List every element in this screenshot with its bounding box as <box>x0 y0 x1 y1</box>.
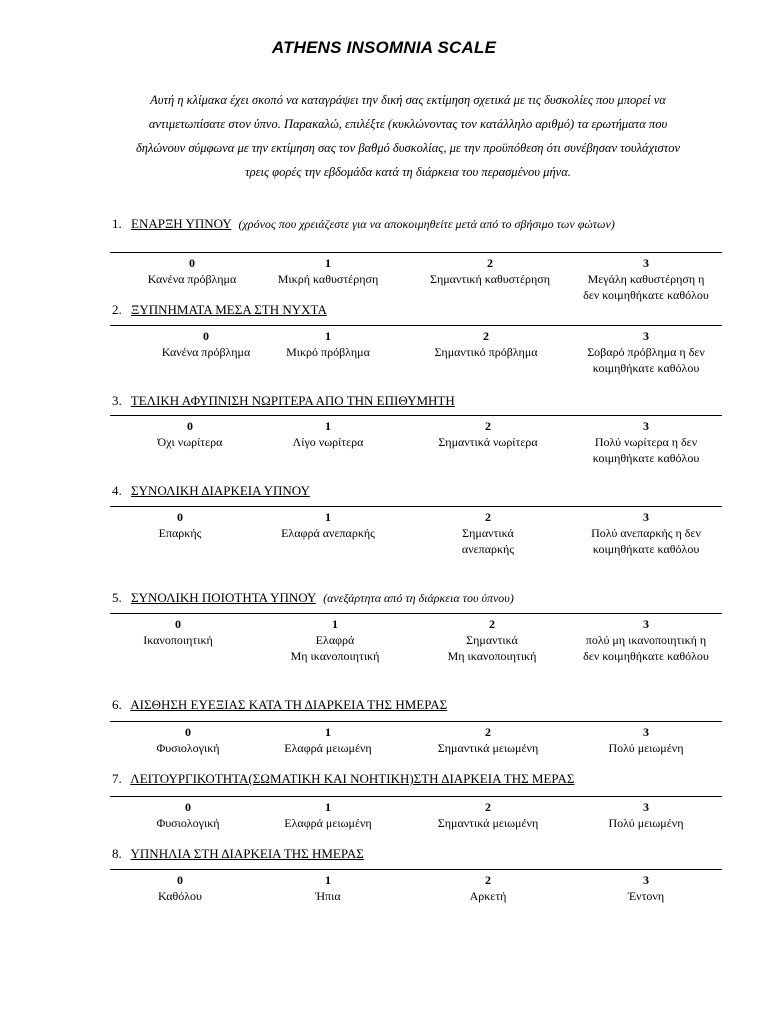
option-score: 0 <box>177 873 183 887</box>
option-score: 2 <box>485 510 491 524</box>
option-label: Φυσιολογική <box>156 816 220 830</box>
question-3-options <box>110 418 722 468</box>
option-score: 0 <box>187 419 193 433</box>
option-score: 2 <box>487 256 493 270</box>
option-label: Σημαντική καθυστέρηση <box>429 272 551 286</box>
question-number: 5. <box>112 590 122 605</box>
question-title: ΛΕΙΤΟΥΡΓΙΚΟΤΗΤΑ(ΣΩΜΑΤΙΚΗ ΚΑΙ ΝΟΗΤΙΚΗ)ΣΤΗ ΔΙΑΡΚΕΙΑ ΤΗΣ ΜΕΡΑΣ <box>130 771 575 786</box>
option-score: 3 <box>643 329 649 343</box>
option-score: 0 <box>185 725 191 739</box>
option-0[interactable] <box>110 418 270 450</box>
option-1[interactable] <box>248 418 408 450</box>
option-score: 3 <box>643 873 649 887</box>
question-title: ΥΠΝΗΛΙΑ ΣΤΗ ΔΙΑΡΚΕΙΑ ΤΗΣ ΗΜΕΡΑΣ <box>130 846 364 861</box>
question-5-options <box>110 616 722 666</box>
option-2[interactable] <box>408 724 568 756</box>
question-8-options <box>110 872 722 922</box>
divider-line <box>110 721 722 722</box>
option-score: 3 <box>643 617 649 631</box>
option-2[interactable] <box>410 255 570 287</box>
question-4-options <box>110 509 722 559</box>
question-number: 7. <box>112 771 122 786</box>
option-3[interactable] <box>566 799 726 831</box>
option-label: Αρκετή <box>469 889 507 903</box>
option-label: Ελαφρά μειωμένη <box>284 741 372 755</box>
option-label: Σημαντικά <box>462 526 514 540</box>
option-2[interactable] <box>408 418 568 450</box>
option-label: Μη ικανοποιητική <box>447 649 537 663</box>
question-2-options <box>110 328 722 378</box>
question-title: ΕΝΑΡΞΗ ΥΠΝΟΥ <box>131 216 232 231</box>
option-label: Σημαντικά μειωμένη <box>437 816 539 830</box>
option-score: 2 <box>485 800 491 814</box>
option-score: 3 <box>643 256 649 270</box>
divider-line <box>110 325 722 326</box>
option-score: 2 <box>489 617 495 631</box>
question-title: ΤΕΛΙΚΗ ΑΦΥΠΝΙΣΗ ΝΩΡΙΤΕΡΑ ΑΠΟ ΤΗΝ ΕΠΙΘΥΜΗΤΗ <box>130 393 455 408</box>
option-label: Ικανοποιητική <box>143 633 213 647</box>
option-label: Σημαντικό πρόβλημα <box>434 345 538 359</box>
option-score: 1 <box>325 725 331 739</box>
intro-line: δηλώνουν σύμφωνα με την εκτίμηση σας τον βαθμό δυσκολίας, με την προϋπόθεση ότι συνέβησαν τουλάχιστον <box>135 141 680 155</box>
option-1[interactable] <box>248 255 408 287</box>
question-6-options <box>110 724 722 774</box>
intro-paragraph <box>108 88 708 184</box>
option-label: Σημαντικά μειωμένη <box>437 741 539 755</box>
question-number: 8. <box>112 846 122 861</box>
option-2[interactable] <box>406 328 566 360</box>
option-3[interactable] <box>566 328 726 376</box>
option-label: Σημαντικά <box>466 633 518 647</box>
question-note: (ανεξάρτητα από τη διάρκεια του ύπνου) <box>323 591 514 605</box>
divider-line <box>110 869 722 870</box>
question-2-heading <box>112 302 331 318</box>
option-2[interactable] <box>408 799 568 831</box>
option-0[interactable] <box>108 799 268 831</box>
option-label: κοιμηθήκατε καθόλου <box>592 451 700 465</box>
option-label: Πολύ μειωμένη <box>608 816 684 830</box>
question-number: 6. <box>112 697 122 712</box>
option-score: 3 <box>643 510 649 524</box>
option-score: 2 <box>485 873 491 887</box>
question-4-heading <box>112 483 314 499</box>
option-label: Λίγο νωρίτερα <box>292 435 364 449</box>
question-1-heading <box>112 216 615 232</box>
option-1[interactable] <box>248 872 408 904</box>
option-label: Κανένα πρόβλημα <box>161 345 251 359</box>
question-note: (χρόνος που χρειάζεστε για να αποκοιμηθείτε μετά από το σβήσιμο των φώτων) <box>238 217 615 231</box>
option-score: 1 <box>325 800 331 814</box>
option-label: κοιμηθήκατε καθόλου <box>592 542 700 556</box>
option-score: 0 <box>185 800 191 814</box>
intro-line: Αυτή η κλίμακα έχει σκοπό να καταγράψει την δική σας εκτίμηση σχετικά με τις δυσκολίες που μπορεί να <box>150 93 666 107</box>
question-6-heading <box>112 697 451 713</box>
question-title: ΣΥΝΟΛΙΚΗ ΔΙΑΡΚΕΙΑ ΥΠΝΟΥ <box>131 483 310 498</box>
option-score: 2 <box>483 329 489 343</box>
option-label: ανεπαρκής <box>461 542 515 556</box>
option-label: Επαρκής <box>158 526 202 540</box>
option-score: 3 <box>643 725 649 739</box>
option-label: Σημαντικά νωρίτερα <box>438 435 538 449</box>
option-score: 3 <box>643 800 649 814</box>
option-1[interactable] <box>248 724 408 756</box>
option-3[interactable] <box>566 872 726 904</box>
option-3[interactable] <box>566 509 726 557</box>
option-label: Μικρό πρόβλημα <box>286 345 370 359</box>
option-label: πολύ μη ικανοποιητική η <box>585 633 707 647</box>
question-number: 4. <box>112 483 122 498</box>
option-label: δεν κοιμηθήκατε καθόλου <box>583 649 709 663</box>
option-3[interactable] <box>566 724 726 756</box>
option-score: 1 <box>325 510 331 524</box>
divider-line <box>110 613 722 614</box>
option-3[interactable] <box>566 616 726 664</box>
divider-line <box>110 252 722 253</box>
option-score: 0 <box>175 617 181 631</box>
option-label: Φυσιολογική <box>156 741 220 755</box>
intro-line: τρεις φορές την εβδομάδα κατά τη διάρκεια του περασμένου μήνα. <box>245 165 571 179</box>
option-1[interactable] <box>248 799 408 831</box>
option-label: Έντονη <box>627 889 665 903</box>
option-label: Μη ικανοποιητική <box>290 649 380 663</box>
option-0[interactable] <box>98 616 258 648</box>
question-number: 2. <box>112 302 122 317</box>
divider-line <box>110 415 722 416</box>
question-1-options <box>110 255 722 305</box>
option-label: Σοβαρό πρόβλημα η δεν <box>587 345 705 359</box>
option-score: 1 <box>325 256 331 270</box>
option-score: 0 <box>189 256 195 270</box>
divider-line <box>110 506 722 507</box>
question-number: 1. <box>112 216 122 231</box>
question-7-options <box>110 799 722 849</box>
question-3-heading <box>112 393 459 409</box>
option-score: 3 <box>643 419 649 433</box>
option-score: 1 <box>325 329 331 343</box>
question-8-heading <box>112 846 368 862</box>
option-label: Ήπια <box>315 889 341 903</box>
option-score: 1 <box>325 419 331 433</box>
option-label: Καθόλου <box>157 889 202 903</box>
option-score: 2 <box>485 419 491 433</box>
option-0[interactable] <box>108 724 268 756</box>
option-label: δεν κοιμηθήκατε καθόλου <box>583 288 709 302</box>
page-title: ATHENS INSOMNIA SCALE <box>271 38 497 57</box>
option-2[interactable] <box>408 872 568 904</box>
option-label: Μεγάλη καθυστέρηση η <box>587 272 705 286</box>
question-number: 3. <box>112 393 122 408</box>
option-label: Πολύ μειωμένη <box>608 741 684 755</box>
option-score: 1 <box>325 873 331 887</box>
question-title: ΞΥΠΝΗΜΑΤΑ ΜΕΣΑ ΣΤΗ ΝΥΧΤΑ <box>131 302 327 317</box>
option-1[interactable] <box>255 616 415 664</box>
option-label: κοιμηθήκατε καθόλου <box>592 361 700 375</box>
option-score: 0 <box>177 510 183 524</box>
option-label: Πολύ νωρίτερα η δεν <box>594 435 698 449</box>
option-score: 0 <box>203 329 209 343</box>
option-label: Ελαφρά ανεπαρκής <box>281 526 375 540</box>
option-label: Όχι νωρίτερα <box>157 435 223 449</box>
option-2[interactable] <box>412 616 572 664</box>
intro-line: αντιμετωπίσατε στον ύπνο. Παρακαλώ, επιλέξτε (κυκλώνοντας τον κατάλληλο αριθμό) τα ερωτήματα που <box>148 117 668 131</box>
question-title: ΑΙΣΘΗΣΗ ΕΥΕΞΙΑΣ ΚΑΤΑ ΤΗ ΔΙΑΡΚΕΙΑ ΤΗΣ ΗΜΕΡΑΣ <box>130 697 448 712</box>
option-1[interactable] <box>248 509 408 541</box>
option-label: Πολύ ανεπαρκής η δεν <box>591 526 701 540</box>
option-2[interactable] <box>408 509 568 557</box>
option-0[interactable] <box>100 509 260 541</box>
option-label: Κανένα πρόβλημα <box>147 272 237 286</box>
divider-line <box>110 796 722 797</box>
question-7-heading <box>112 771 578 787</box>
question-5-heading <box>112 590 514 606</box>
option-label: Ελαφρά μειωμένη <box>284 816 372 830</box>
option-0[interactable] <box>100 872 260 904</box>
option-3[interactable] <box>566 255 726 303</box>
option-score: 2 <box>485 725 491 739</box>
question-title: ΣΥΝΟΛΙΚΗ ΠΟΙΟΤΗΤΑ ΥΠΝΟΥ <box>131 590 316 605</box>
option-1[interactable] <box>248 328 408 360</box>
option-label: Μικρή καθυστέρηση <box>277 272 379 286</box>
option-label: Ελαφρά <box>315 633 355 647</box>
option-score: 1 <box>332 617 338 631</box>
option-3[interactable] <box>566 418 726 466</box>
